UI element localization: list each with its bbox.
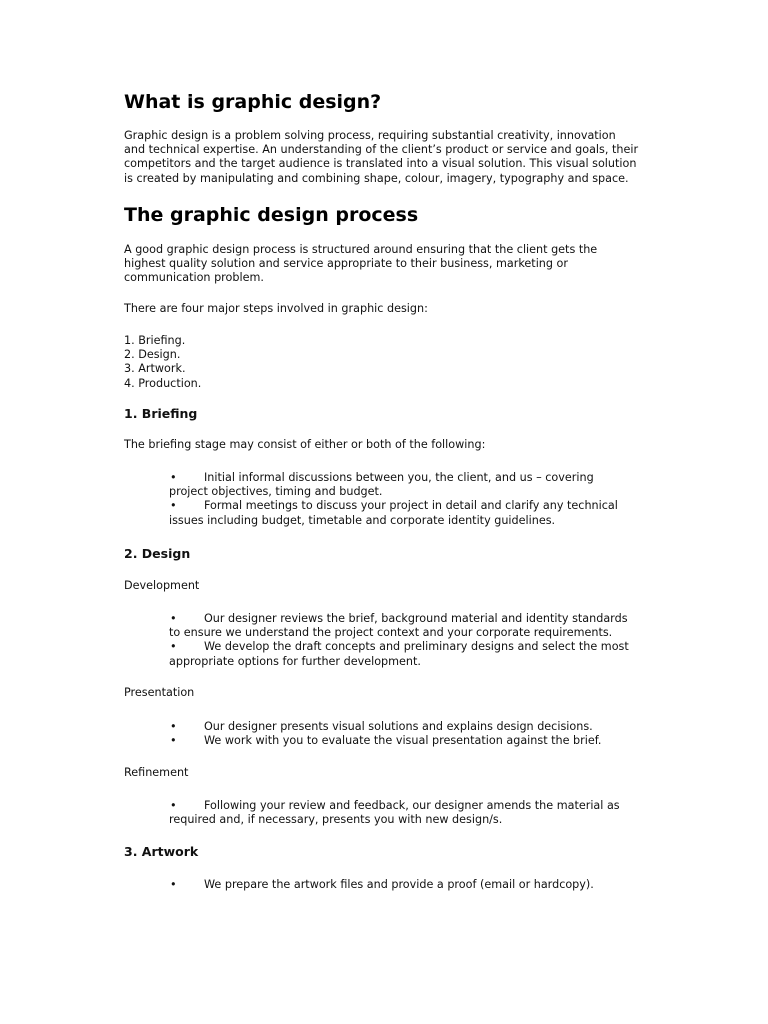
process-line-2: highest quality solution and service appropriate to their business, marketing or: [124, 257, 568, 271]
step-item: 4. Production.: [124, 376, 202, 390]
bullet-icon: •: [170, 734, 177, 748]
heading-what-is-graphic-design: What is graphic design?: [124, 91, 382, 113]
heading-design: 2. Design: [124, 546, 191, 561]
subheading-refinement: Refinement: [124, 766, 189, 779]
bullet-text: We work with you to evaluate the visual presentation against the brief.: [204, 734, 602, 748]
heading-graphic-design-process: The graphic design process: [124, 204, 419, 226]
bullet-continuation: to ensure we understand the project context and your corporate requirements.: [169, 626, 613, 640]
intro-line-4: is created by manipulating and combining shape, colour, imagery, typography and space.: [124, 171, 629, 185]
step-item: 3. Artwork.: [124, 362, 186, 376]
list-item: [169, 471, 618, 485]
bullet-icon: •: [170, 471, 177, 484]
heading-artwork: 3. Artwork: [124, 844, 199, 859]
bullet-text: Initial informal discussions between you, the client, and us – covering: [204, 471, 594, 484]
intro-line-1: Graphic design is a problem solving process, requiring substantial creativity, innovation: [124, 129, 616, 142]
artwork-bullets: [169, 878, 594, 892]
process-line-1: A good graphic design process is structured around ensuring that the client gets the: [124, 243, 598, 256]
bullet-continuation: appropriate options for further development.: [169, 654, 421, 668]
refinement-bullets: [169, 799, 620, 827]
intro-line-3: competitors and the target audience is translated into a visual solution. This visual solution: [124, 157, 637, 171]
list-item: [169, 734, 601, 748]
bullet-icon: •: [170, 499, 177, 513]
bullet-text: We prepare the artwork files and provide a proof (email or hardcopy).: [204, 878, 594, 891]
development-bullets: [169, 612, 629, 669]
bullet-text: Following your review and feedback, our designer amends the material as: [204, 799, 620, 812]
list-item: [169, 878, 594, 892]
bullet-text: We develop the draft concepts and preliminary designs and select the most: [204, 640, 629, 654]
bullet-continuation: issues including budget, timetable and corporate identity guidelines.: [169, 513, 556, 527]
intro-line-2: and technical expertise. An understanding of the client’s product or service and goals, their: [124, 143, 639, 157]
step-item: 1. Briefing.: [124, 334, 186, 347]
bullet-icon: •: [170, 799, 177, 812]
steps-list: [124, 334, 201, 391]
list-item: [169, 640, 629, 654]
process-paragraph: [124, 243, 597, 286]
bullet-continuation: project objectives, timing and budget.: [169, 485, 383, 499]
list-item: [169, 499, 618, 513]
list-item: [169, 720, 601, 734]
bullet-icon: •: [170, 612, 177, 625]
briefing-bullets: [169, 471, 618, 528]
heading-briefing: 1. Briefing: [124, 406, 198, 421]
briefing-intro: The briefing stage may consist of either or both of the following:: [124, 438, 486, 451]
subheading-development: Development: [124, 579, 200, 592]
bullet-icon: •: [170, 878, 177, 891]
steps-intro: There are four major steps involved in graphic design:: [124, 302, 428, 315]
bullet-text: Formal meetings to discuss your project in detail and clarify any technical: [204, 499, 618, 513]
bullet-icon: •: [170, 720, 177, 733]
list-item: [169, 612, 629, 626]
subheading-presentation: Presentation: [124, 686, 195, 699]
presentation-bullets: [169, 720, 601, 748]
process-line-3: communication problem.: [124, 271, 264, 285]
step-item: 2. Design.: [124, 348, 181, 362]
list-item: [169, 799, 620, 813]
intro-paragraph: [124, 129, 638, 186]
bullet-continuation: required and, if necessary, presents you with new design/s.: [169, 813, 503, 827]
bullet-text: Our designer reviews the brief, background material and identity standards: [204, 612, 628, 625]
bullet-icon: •: [170, 640, 177, 654]
bullet-text: Our designer presents visual solutions and explains design decisions.: [204, 720, 593, 733]
